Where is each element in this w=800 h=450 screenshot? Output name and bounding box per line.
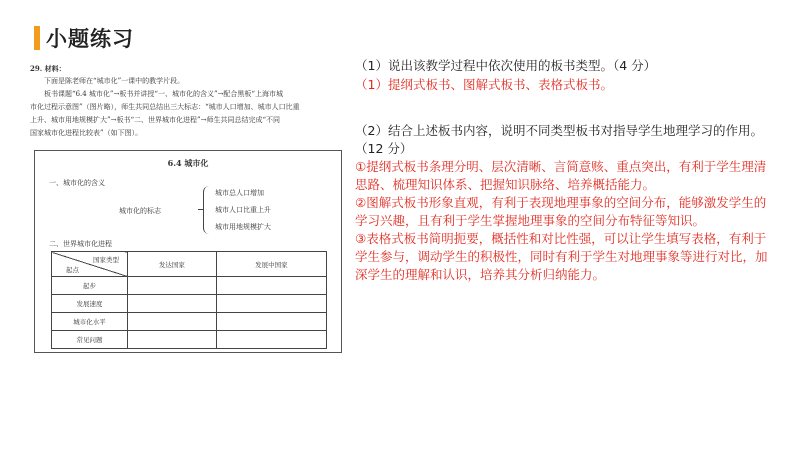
brace	[203, 186, 212, 234]
material-intro: 下面是陈老师在“城市化”一课中的教学片段。	[44, 77, 185, 85]
table-row	[52, 331, 327, 349]
table-cell	[128, 313, 217, 331]
column-header: 发展中国家	[216, 252, 326, 277]
question-2-answer-line: ③表格式板书简明扼要，概括性和对比性强，可以让学生填写表格，有利于	[355, 231, 767, 246]
board-section-1: 一、城市化的含义	[49, 179, 105, 187]
table-header-row	[52, 252, 327, 277]
column-header: 发达国家	[128, 252, 217, 277]
corner-top-label: 国家类型	[93, 256, 119, 264]
material-text	[30, 62, 342, 140]
material-line: 上升、城市用地规模扩大”→板书“二、世界城市化进程”→师生共同总结完成“不同	[30, 116, 281, 124]
table-cell	[216, 331, 326, 349]
table-row	[52, 277, 327, 295]
question-2-answer-line: ②图解式板书形象直观，有利于表现地理事象的空间分布，能够激发学生的	[355, 195, 767, 210]
question-2-answer-line: ①提纲式板书条理分明、层次清晰、言简意赅、重点突出，有利于学生理清	[355, 159, 767, 174]
table-corner-cell	[52, 252, 128, 277]
table-cell	[128, 331, 217, 349]
blackboard-figure	[34, 150, 342, 353]
comparison-table	[51, 251, 327, 349]
indicator-item: 城市总人口增加	[215, 189, 264, 197]
question-1-answer: （1）提纲式板书、图解式板书、表格式板书。	[355, 77, 613, 92]
question-2-prompt-score: （12 分）	[355, 141, 413, 156]
board-section-2: 二、世界城市化进程	[49, 240, 112, 248]
question-1-prompt: （1）说出该教学过程中依次使用的板书类型。（4 分）	[355, 58, 657, 73]
indicator-item: 城市用地规模扩大	[215, 223, 271, 231]
row-header: 常见问题	[52, 331, 128, 349]
row-header: 城市化水平	[52, 313, 128, 331]
indicator-item: 城市人口比重上升	[215, 206, 271, 214]
table-row	[52, 295, 327, 313]
table-cell	[216, 277, 326, 295]
table-cell	[216, 295, 326, 313]
board-title: 6.4 城市化	[167, 158, 209, 168]
table-cell	[128, 277, 217, 295]
question-2-answer-line: 学习兴趣，且有利于学生掌握地理事象的空间分布特征等知识。	[355, 213, 706, 228]
row-header: 发展速度	[52, 295, 128, 313]
corner-bottom-label: 起点	[66, 266, 79, 274]
row-header: 起步	[52, 277, 128, 295]
question-2-answer-line: 思路、梳理知识体系、把握知识脉络、培养概括能力。	[355, 177, 656, 192]
question-2-answer-line: 学生参与，调动学生的积极性，同时有利于学生对地理事象等进行对比，加	[355, 249, 768, 264]
question-2-answer-line: 深学生的理解和认识，培养其分析归纳能力。	[355, 267, 606, 282]
table-cell	[128, 295, 217, 313]
slide-title: 小题练习	[46, 27, 134, 51]
urbanization-label: 城市化的标志	[119, 207, 161, 215]
material-number: 29. 材料：	[30, 64, 66, 73]
material-line: 板书课题“6.4 城市化”→板书并讲授“一、城市化的含义”→配合黑板“上海市城	[44, 90, 283, 98]
table-cell	[216, 313, 326, 331]
material-line: 国家城市化进程比较表”（如下图）。	[30, 129, 143, 137]
table-row	[52, 313, 327, 331]
question-2-prompt: （2）结合上述板书内容，说明不同类型板书对指导学生地理学习的作用。	[355, 123, 763, 138]
title-accent-bar	[34, 26, 40, 50]
material-line: 市化过程示意图”（图片略），师生共同总结出三大标志：“城市人口增加、城市人口比重	[30, 103, 300, 111]
